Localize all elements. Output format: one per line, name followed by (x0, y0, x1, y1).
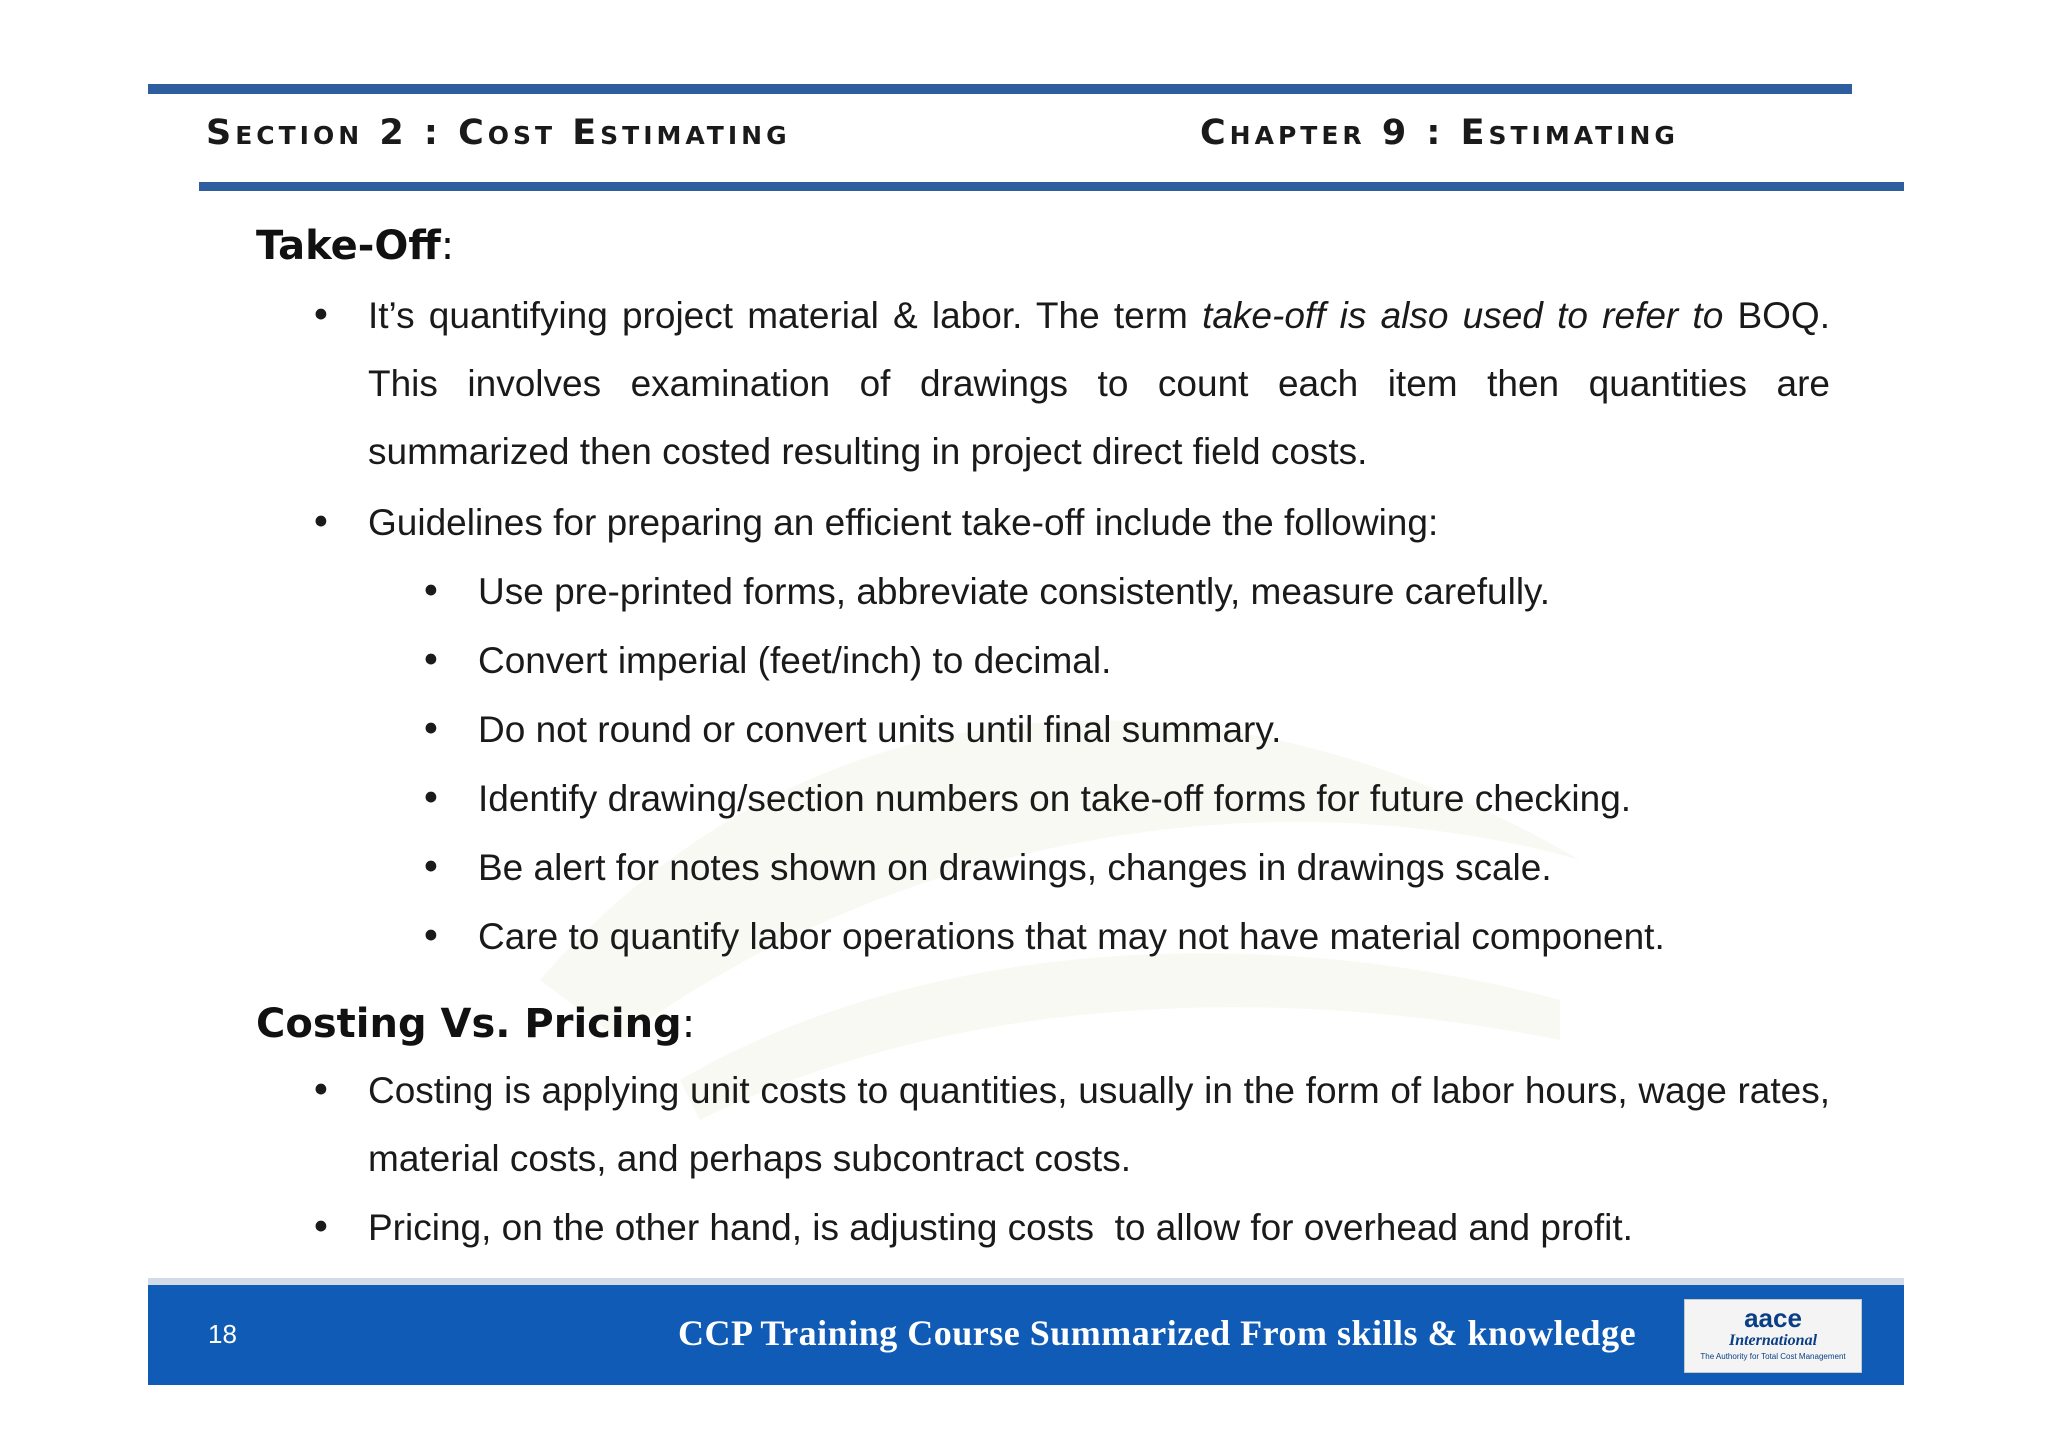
bullet-text-post: BOQ. This involves examination of drawings to count each item then quantities are summarized then costed resulting in project direct field costs. (368, 295, 1830, 472)
guideline-item (420, 765, 1830, 833)
guideline-item (420, 834, 1830, 902)
logo-subtext: International (1728, 1332, 1818, 1349)
guideline-item (420, 696, 1830, 764)
guideline-text: Be alert for notes shown on drawings, changes in drawings scale. (478, 847, 1552, 888)
costing-colon: : (681, 1001, 696, 1047)
list-item (310, 1194, 1830, 1262)
bullet-dot: • (420, 777, 442, 820)
bullet-dot: • (310, 1206, 332, 1249)
takeoff-heading (256, 216, 454, 276)
bullet-dot: • (420, 570, 442, 613)
list-item (310, 489, 1830, 557)
guideline-item (420, 903, 1830, 971)
chapter-heading: Chapter 9 : Estimating (1200, 113, 1679, 153)
takeoff-colon: : (440, 223, 455, 269)
guideline-item (420, 558, 1830, 626)
guideline-text: Use pre-printed forms, abbreviate consistently, measure carefully. (478, 571, 1551, 612)
logo-wordmark: aace (1744, 1303, 1802, 1333)
footer-shade (148, 1278, 1904, 1285)
guideline-item (420, 627, 1830, 695)
header-rule-top (148, 84, 1852, 94)
list-item (310, 282, 1830, 486)
bullet-dot: • (420, 708, 442, 751)
costing-heading (256, 994, 695, 1054)
aace-logo (1684, 1299, 1862, 1373)
costing-title: Costing Vs. Pricing (256, 1001, 682, 1047)
page-number: 18 (208, 1319, 237, 1349)
bullet-text-italic: take-off is also used to refer to (1202, 295, 1724, 336)
course-footer-text: CCP Training Course Summarized From skills & knowledge (678, 1313, 1637, 1353)
bullet-text: Guidelines for preparing an efficient take-off include the following: (368, 502, 1439, 543)
list-item (310, 1057, 1830, 1193)
bullet-dot: • (420, 846, 442, 889)
bullet-text-pre: It’s quantifying project material & labor. The term (368, 295, 1203, 336)
bullet-dot: • (420, 639, 442, 682)
footer-band (148, 1285, 1904, 1385)
bullet-dot: • (310, 294, 332, 337)
guideline-text: Convert imperial (feet/inch) to decimal. (478, 640, 1112, 681)
logo-tagline: The Authority for Total Cost Management (1700, 1352, 1846, 1361)
guideline-text: Care to quantify labor operations that may not have material component. (478, 916, 1665, 957)
bullet-dot: • (310, 1069, 332, 1112)
guideline-text: Identify drawing/section numbers on take-off forms for future checking. (478, 778, 1632, 819)
bullet-dot: • (310, 501, 332, 544)
takeoff-title: Take-Off (256, 223, 441, 269)
header-rule-bottom (199, 182, 1904, 191)
bullet-text: Costing is applying unit costs to quantities, usually in the form of labor hours, wage rates, material costs, and perhaps subcontract costs. (368, 1070, 1830, 1179)
bullet-text: Pricing, on the other hand, is adjusting costs to allow for overhead and profit. (368, 1207, 1633, 1248)
section-heading: Section 2 : Cost Estimating (206, 113, 791, 153)
bullet-dot: • (420, 915, 442, 958)
bullet-text (368, 282, 1830, 486)
guideline-text: Do not round or convert units until final summary. (478, 709, 1282, 750)
